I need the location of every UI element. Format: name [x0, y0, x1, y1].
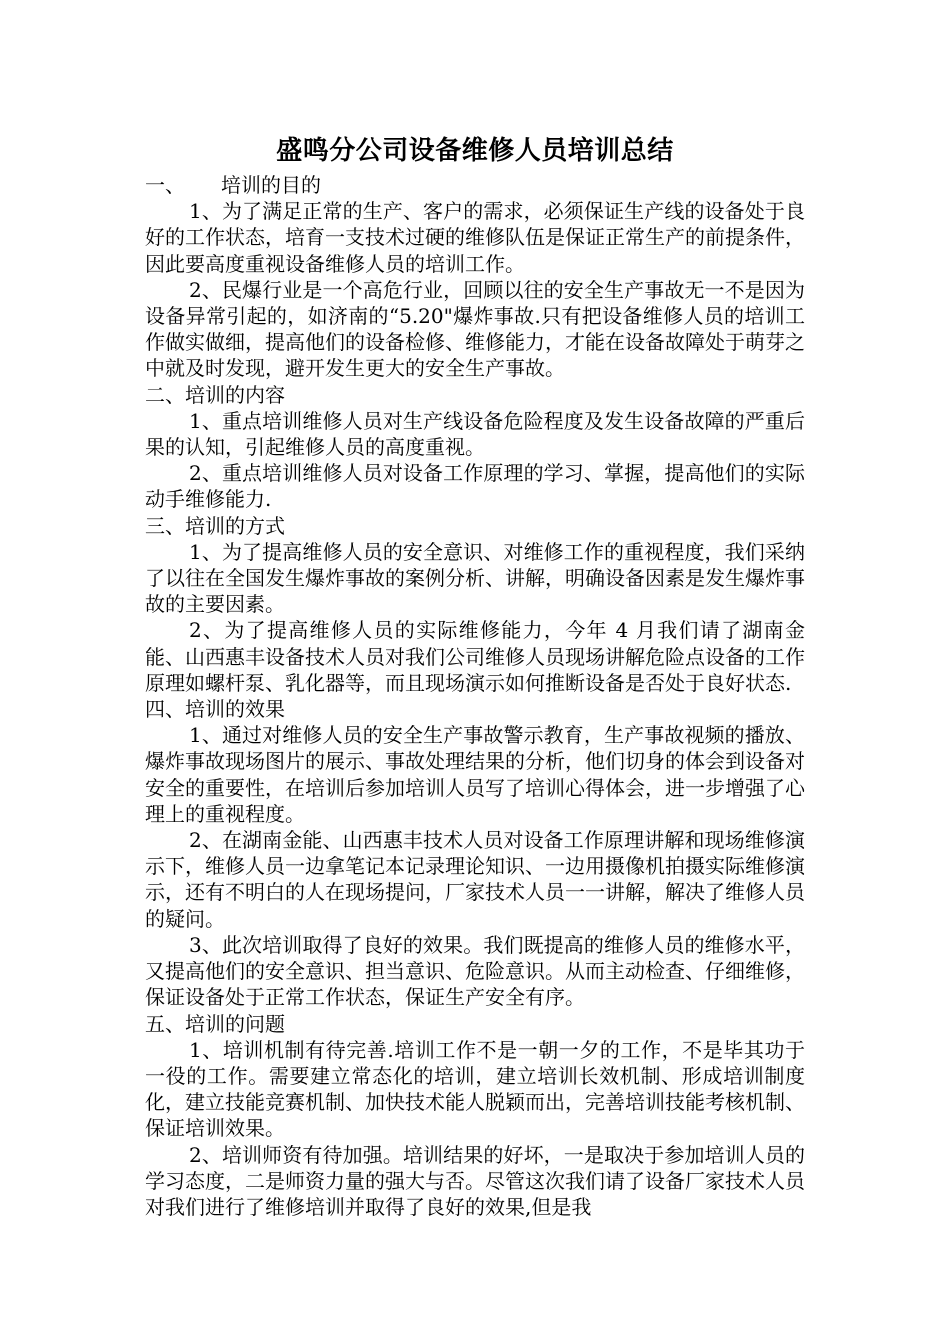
section-number-1: 一、 [145, 173, 185, 197]
document-title: 盛鸣分公司设备维修人员培训总结 [276, 136, 674, 166]
paragraph: 2、民爆行业是一个高危行业，回顾以往的安全生产事故无一不是因为设备异常引起的，如济南的“5.20"爆炸事故.只有把设备维修人员的培训工作做实做细，提高他们的设备检修、维修能力，才能在设备故障处于萌芽之中就及时发现，避开发生更大的安全生产事故。 [145, 277, 805, 381]
paragraph: 1、通过对维修人员的安全生产事故警示教育，生产事故视频的播放、爆炸事故现场图片的展示、事故处理结果的分析，他们切身的体会到设备对安全的重要性，在培训后参加培训人员写了培训心得体会，进一步增强了心理上的重视程度。 [145, 723, 805, 826]
document-body [145, 172, 805, 1220]
section-heading-text-1: 培训的目的 [221, 173, 321, 197]
section-heading-1 [145, 172, 805, 198]
section-heading-4: 四、培训的效果 [145, 697, 285, 722]
section-heading-3: 三、培训的方式 [145, 513, 285, 538]
paragraph: 2、培训师资有待加强。培训结果的好坏，一是取决于参加培训人员的学习态度，二是师资力量的强大与否。尽管这次我们请了设备厂家技术人员对我们进行了维修培训并取得了良好的效果,但是我 [145, 1142, 805, 1219]
paragraph: 3、此次培训取得了良好的效果。我们既提高的维修人员的维修水平，又提高他们的安全意识、担当意识、危险意识。从而主动检查、仔细维修，保证设备处于正常工作状态，保证生产安全有序。 [145, 932, 805, 1010]
paragraph: 2、重点培训维修人员对设备工作原理的学习、掌握，提高他们的实际动手维修能力. [145, 461, 805, 512]
paragraph: 1、为了提高维修人员的安全意识、对维修工作的重视程度，我们采纳了以往在全国发生爆炸事故的案例分析、讲解，明确设备因素是发生爆炸事故的主要因素。 [145, 539, 805, 617]
section-heading-5: 五、培训的问题 [145, 1011, 285, 1036]
paragraph: 1、重点培训维修人员对生产线设备危险程度及发生设备故障的严重后果的认知，引起维修人员的高度重视。 [145, 408, 805, 460]
paragraph: 2、为了提高维修人员的实际维修能力，今年 4 月我们请了湖南金能、山西惠丰设备技术人员对我们公司维修人员现场讲解危险点设备的工作原理如螺杆泵、乳化器等，而且现场演示如何推断设备是否处于良好状态. [145, 618, 805, 695]
paragraph: 1、培训机制有待完善.培训工作不是一朝一夕的工作，不是毕其功于一役的工作。需要建立常态化的培训，建立培训长效机制、形成培训制度化，建立技能竞赛机制、加快技术能人脱颖而出，完善培训技能考核机制、保证培训效果。 [145, 1037, 805, 1141]
paragraph: 2、在湖南金能、山西惠丰技术人员对设备工作原理讲解和现场维修演示下，维修人员一边拿笔记本记录理论知识、一边用摄像机拍摄实际维修演示，还有不明白的人在现场提问，厂家技术人员一一讲解，解决了维修人员的疑问。 [145, 828, 805, 931]
paragraph: 1、为了满足正常的生产、客户的需求，必须保证生产线的设备处于良好的工作状态，培育一支技术过硬的维修队伍是保证正常生产的前提条件，因此要高度重视设备维修人员的培训工作。 [145, 199, 805, 276]
section-heading-2: 二、培训的内容 [145, 382, 285, 407]
